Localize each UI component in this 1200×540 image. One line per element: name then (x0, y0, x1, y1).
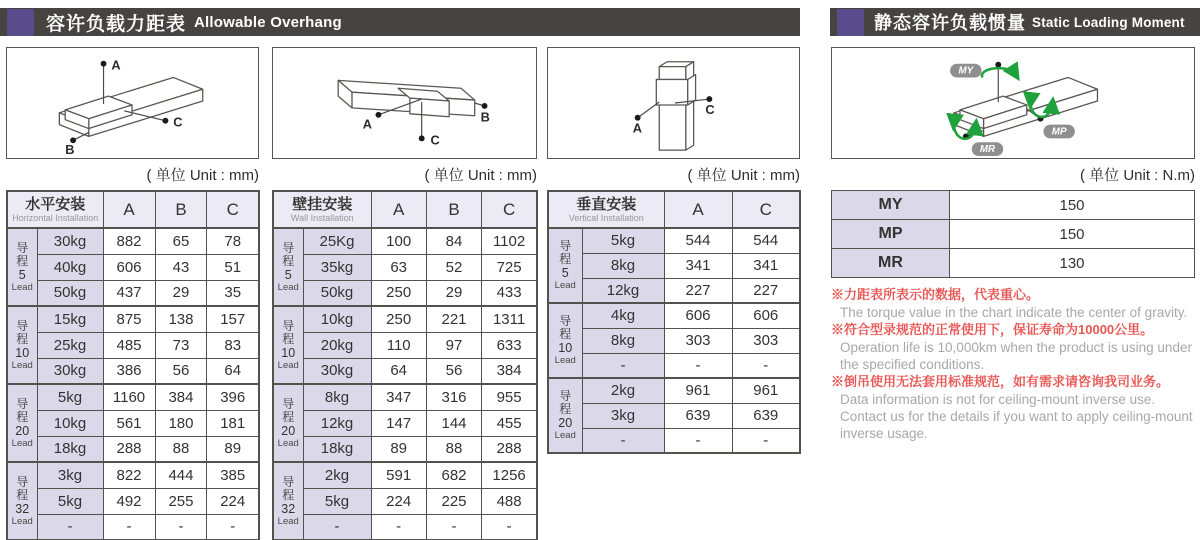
value-cell: 64 (371, 358, 426, 384)
value-cell: 250 (371, 280, 426, 306)
value-cell: 88 (155, 436, 207, 462)
value-cell: 250 (371, 306, 426, 332)
value-cell: 682 (426, 462, 481, 488)
value-cell: 73 (155, 332, 207, 358)
vertical-installation-table-container (547, 190, 801, 454)
value-cell: 341 (664, 253, 732, 278)
table-row (7, 280, 259, 306)
value-cell: 63 (371, 254, 426, 280)
moment-table-container (831, 190, 1195, 278)
value-cell: 606 (732, 303, 800, 328)
value-cell: 180 (155, 410, 207, 436)
value-cell: 341 (732, 253, 800, 278)
load-cell: 30kg (303, 358, 371, 384)
point-c-label: C (430, 132, 440, 148)
moment-actuator-drawing (832, 48, 1194, 158)
horizontal-actuator-drawing (7, 48, 258, 158)
column-header-b: B (426, 191, 481, 228)
installation-header-cell: 垂直安装 Vertical Installation (548, 191, 664, 228)
load-cell: 50kg (37, 280, 103, 306)
table-row (273, 410, 537, 436)
value-cell: 303 (664, 328, 732, 353)
table-row (273, 436, 537, 462)
value-cell: 221 (426, 306, 481, 332)
value-cell: 1160 (103, 384, 155, 410)
load-cell: - (582, 353, 664, 378)
value-cell: 83 (207, 332, 259, 358)
load-cell: 3kg (37, 462, 103, 488)
load-cell: 8kg (582, 328, 664, 353)
value-cell: 89 (371, 436, 426, 462)
table-row (548, 328, 800, 353)
load-cell: 50kg (303, 280, 371, 306)
load-cell: 5kg (37, 384, 103, 410)
value-cell: 303 (732, 328, 800, 353)
table-row (7, 254, 259, 280)
value-cell: 955 (482, 384, 537, 410)
value-cell: 822 (103, 462, 155, 488)
value-cell: 56 (155, 358, 207, 384)
value-cell: 89 (207, 436, 259, 462)
horizontal-installation-table-container (6, 190, 260, 540)
point-c-label: C (705, 101, 715, 117)
section-title-en: Allowable Overhang (194, 13, 342, 31)
value-cell: 288 (103, 436, 155, 462)
table-row (7, 462, 259, 488)
value-cell: 639 (664, 403, 732, 428)
lead-5-cell: 导 程 5 Lead (273, 228, 303, 306)
table-row (273, 254, 537, 280)
lead-20-cell: 导 程 20 Lead (273, 384, 303, 462)
value-cell: 181 (207, 410, 259, 436)
value-cell: 224 (207, 488, 259, 514)
note-text-en: Data information is not for ceiling-mount inverse use. (840, 392, 1156, 407)
point-a-label: A (111, 57, 121, 73)
value-cell: 227 (732, 278, 800, 303)
footnotes (831, 286, 1200, 442)
value-cell: 725 (482, 254, 537, 280)
table-row (273, 514, 537, 540)
diagram-static-loading-moment (831, 47, 1195, 159)
lead-10-cell: 导 程 10 Lead (273, 306, 303, 384)
unit-label-mm: ( 单位 Unit : mm) (687, 167, 800, 184)
load-cell: - (37, 514, 103, 540)
table-row (548, 403, 800, 428)
moment-value-cell: 150 (950, 220, 1195, 249)
table-row (548, 253, 800, 278)
column-header-c: C (207, 191, 259, 228)
table-row (273, 280, 537, 306)
value-cell: 633 (482, 332, 537, 358)
value-cell: - (664, 428, 732, 453)
value-cell: 591 (371, 462, 426, 488)
load-cell: 15kg (37, 306, 103, 332)
point-b-label: B (65, 142, 75, 158)
value-cell: - (207, 514, 259, 540)
section-title-zh: 静态容许负载惯量 (874, 13, 1026, 33)
load-cell: 30kg (37, 228, 103, 254)
table-row (7, 306, 259, 332)
wall-installation-table (272, 190, 538, 540)
note-text-en: The torque value in the chart indicate the center of gravity. (840, 305, 1188, 320)
table-row (7, 228, 259, 254)
load-cell: 10kg (303, 306, 371, 332)
value-cell: 316 (426, 384, 481, 410)
value-cell: 224 (371, 488, 426, 514)
value-cell: 488 (482, 488, 537, 514)
point-c-label: C (173, 114, 183, 130)
value-cell: 386 (103, 358, 155, 384)
wall-actuator-drawing (273, 48, 536, 158)
diagram-horizontal-installation (6, 47, 259, 159)
value-cell: 384 (482, 358, 537, 384)
unit-label-nm: ( 单位 Unit : N.m) (1080, 167, 1195, 184)
load-cell: 20kg (303, 332, 371, 358)
note-text-zh: ※倒吊使用无法套用标准规范，如有需求请咨询我司业务。 (831, 374, 1170, 389)
table-row (832, 249, 1195, 278)
value-cell: 437 (103, 280, 155, 306)
value-cell: 606 (103, 254, 155, 280)
value-cell: - (371, 514, 426, 540)
table-row (273, 228, 537, 254)
value-cell: 29 (426, 280, 481, 306)
point-b-label: B (480, 109, 490, 125)
load-cell: 25kg (37, 332, 103, 358)
value-cell: 961 (664, 378, 732, 403)
load-cell: 5kg (37, 488, 103, 514)
table-row (548, 428, 800, 453)
value-cell: 1256 (482, 462, 537, 488)
mr-label: MR (979, 144, 996, 156)
table-row (7, 410, 259, 436)
value-cell: 433 (482, 280, 537, 306)
lead-10-cell: 导 程 10 Lead (548, 303, 582, 378)
value-cell: 78 (207, 228, 259, 254)
value-cell: - (732, 428, 800, 453)
load-cell: 3kg (582, 403, 664, 428)
diagram-wall-installation (272, 47, 537, 159)
wall-installation-table-container (272, 190, 538, 540)
table-row (273, 358, 537, 384)
diagram-vertical-installation (547, 47, 800, 159)
load-cell: 5kg (582, 228, 664, 253)
load-cell: 8kg (582, 253, 664, 278)
purple-accent-square (7, 9, 34, 36)
value-cell: - (426, 514, 481, 540)
table-row (7, 488, 259, 514)
value-cell: 65 (155, 228, 207, 254)
vertical-installation-table (547, 190, 801, 454)
table-row (273, 488, 537, 514)
value-cell: 110 (371, 332, 426, 358)
column-header-a: A (664, 191, 732, 228)
load-cell: 12kg (303, 410, 371, 436)
value-cell: 56 (426, 358, 481, 384)
load-cell: 25Kg (303, 228, 371, 254)
unit-label-mm: ( 单位 Unit : mm) (424, 167, 537, 184)
table-row (832, 220, 1195, 249)
section-title-zh: 容许负载力距表 (46, 13, 187, 35)
table-row (548, 278, 800, 303)
static-loading-moment-table (831, 190, 1195, 278)
lead-32-cell: 导 程 32 Lead (7, 462, 37, 540)
load-cell: - (582, 428, 664, 453)
note-text-zh: ※符合型录规范的正常使用下，保证寿命为10000公里。 (831, 322, 1154, 337)
load-cell: 12kg (582, 278, 664, 303)
value-cell: 225 (426, 488, 481, 514)
load-cell: 10kg (37, 410, 103, 436)
value-cell: 444 (155, 462, 207, 488)
table-row (273, 384, 537, 410)
value-cell: 544 (664, 228, 732, 253)
value-cell: 396 (207, 384, 259, 410)
table-row (548, 378, 800, 403)
value-cell: 144 (426, 410, 481, 436)
value-cell: 29 (155, 280, 207, 306)
table-row (7, 358, 259, 384)
value-cell: 875 (103, 306, 155, 332)
value-cell: 138 (155, 306, 207, 332)
value-cell: 1102 (482, 228, 537, 254)
value-cell: 51 (207, 254, 259, 280)
value-cell: 255 (155, 488, 207, 514)
column-header-a: A (371, 191, 426, 228)
table-row (548, 228, 800, 253)
note-text-en: Contact us for the details if you want to apply ceiling-mount inverse usage. (840, 409, 1193, 441)
value-cell: 97 (426, 332, 481, 358)
value-cell: 147 (371, 410, 426, 436)
load-cell: 4kg (582, 303, 664, 328)
purple-accent-square (837, 9, 864, 36)
value-cell: 35 (207, 280, 259, 306)
load-cell: 18kg (37, 436, 103, 462)
point-a-label: A (632, 120, 642, 136)
table-row (548, 303, 800, 328)
value-cell: 961 (732, 378, 800, 403)
value-cell: 561 (103, 410, 155, 436)
section-header-allowable-overhang (0, 8, 800, 36)
value-cell: 84 (426, 228, 481, 254)
load-cell: 2kg (582, 378, 664, 403)
note-text-zh: ※力距表所表示的数据，代表重心。 (831, 287, 1040, 302)
my-label: MY (958, 65, 974, 77)
load-cell: 18kg (303, 436, 371, 462)
load-cell: 35kg (303, 254, 371, 280)
value-cell: 100 (371, 228, 426, 254)
column-header-c: C (482, 191, 537, 228)
lead-10-cell: 导 程 10 Lead (7, 306, 37, 384)
value-cell: - (103, 514, 155, 540)
value-cell: - (155, 514, 207, 540)
column-header-a: A (103, 191, 155, 228)
table-row (832, 191, 1195, 220)
load-cell: 30kg (37, 358, 103, 384)
value-cell: 52 (426, 254, 481, 280)
value-cell: 385 (207, 462, 259, 488)
value-cell: - (664, 353, 732, 378)
column-header-b: B (155, 191, 207, 228)
section-title-en: Static Loading Moment (1032, 14, 1185, 30)
value-cell: 347 (371, 384, 426, 410)
horizontal-installation-table (6, 190, 260, 540)
lead-5-cell: 导 程 5 Lead (7, 228, 37, 306)
table-row (7, 436, 259, 462)
table-row (273, 462, 537, 488)
value-cell: 882 (103, 228, 155, 254)
value-cell: 606 (664, 303, 732, 328)
value-cell: 227 (664, 278, 732, 303)
lead-20-cell: 导 程 20 Lead (548, 378, 582, 453)
table-row (273, 332, 537, 358)
value-cell: - (732, 353, 800, 378)
installation-header-cell: 水平安装 Horizontal Installation (7, 191, 103, 228)
moment-label-mp: MP (832, 220, 950, 249)
vertical-actuator-drawing (548, 48, 799, 158)
table-row (548, 353, 800, 378)
load-cell: - (303, 514, 371, 540)
load-cell: 8kg (303, 384, 371, 410)
value-cell: 492 (103, 488, 155, 514)
value-cell: - (482, 514, 537, 540)
note-text-en: Operation life is 10,000km when the product is using under the specified conditions. (840, 340, 1192, 372)
load-cell: 5kg (303, 488, 371, 514)
value-cell: 157 (207, 306, 259, 332)
value-cell: 639 (732, 403, 800, 428)
column-header-c: C (732, 191, 800, 228)
lead-5-cell: 导 程 5 Lead (548, 228, 582, 303)
mp-label: MP (1051, 126, 1067, 138)
moment-label-my: MY (832, 191, 950, 220)
value-cell: 43 (155, 254, 207, 280)
load-cell: 40kg (37, 254, 103, 280)
lead-32-cell: 导 程 32 Lead (273, 462, 303, 540)
value-cell: 1311 (482, 306, 537, 332)
point-a-label: A (362, 116, 372, 132)
value-cell: 88 (426, 436, 481, 462)
moment-value-cell: 150 (950, 191, 1195, 220)
value-cell: 455 (482, 410, 537, 436)
value-cell: 64 (207, 358, 259, 384)
table-row (7, 514, 259, 540)
table-row (7, 384, 259, 410)
lead-20-cell: 导 程 20 Lead (7, 384, 37, 462)
value-cell: 485 (103, 332, 155, 358)
moment-value-cell: 130 (950, 249, 1195, 278)
unit-label-mm: ( 单位 Unit : mm) (146, 167, 259, 184)
value-cell: 384 (155, 384, 207, 410)
load-cell: 2kg (303, 462, 371, 488)
table-row (7, 332, 259, 358)
section-header-static-loading-moment (830, 8, 1200, 36)
value-cell: 288 (482, 436, 537, 462)
table-row (273, 306, 537, 332)
value-cell: 544 (732, 228, 800, 253)
installation-header-cell: 壁挂安装 Wall Installation (273, 191, 371, 228)
moment-label-mr: MR (832, 249, 950, 278)
